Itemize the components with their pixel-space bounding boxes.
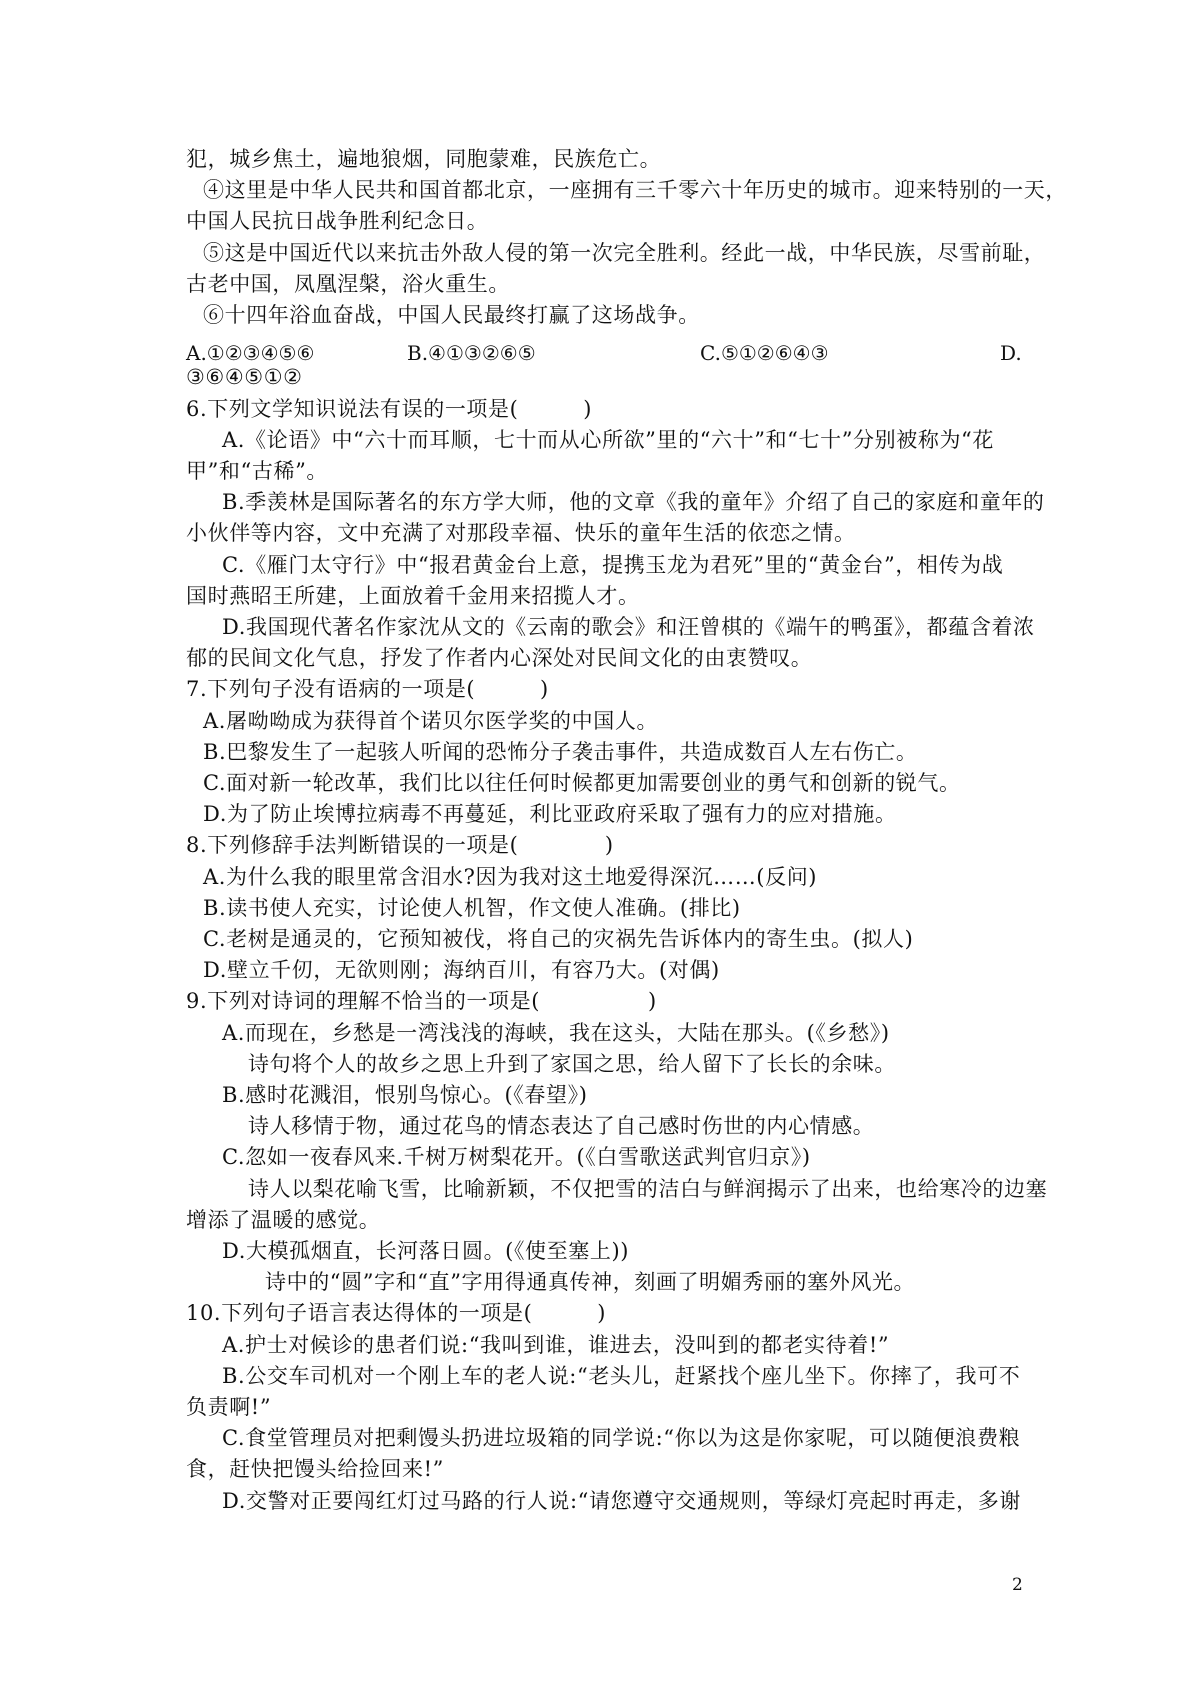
text-line: A.屠呦呦成为获得首个诺贝尔医学奖的中国人。 bbox=[203, 709, 659, 733]
text-line: 负责啊!” bbox=[186, 1395, 272, 1419]
text-line: C.《雁门太守行》中“报君黄金台上意，提携玉龙为君死”里的“黄金台”，相传为战 bbox=[222, 553, 1004, 577]
option-b: B.④①③②⑥⑤ bbox=[407, 341, 536, 365]
text-line: 小伙伴等内容，文中充满了对那段幸福、快乐的童年生活的依恋之情。 bbox=[186, 521, 856, 545]
text-line: B.读书使人充实，讨论使人机智，作文使人准确。(排比) bbox=[203, 896, 741, 920]
text-line: 诗人以梨花喻飞雪，比喻新颖，不仅把雪的洁白与鲜润揭示了出来，也给寒冷的边塞 bbox=[248, 1177, 1048, 1201]
text-line: D.为了防止埃博拉病毒不再蔓延，利比亚政府采取了强有力的应对措施。 bbox=[203, 802, 897, 826]
text-line: B.季羡林是国际著名的东方学大师，他的文章《我的童年》介绍了自己的家庭和童年的 bbox=[222, 490, 1045, 514]
text-line: ⑤这是中国近代以来抗击外敌人侵的第一次完全胜利。经此一战，中华民族，尽雪前耻， bbox=[203, 241, 1046, 265]
option-c: C.⑤①②⑥④③ bbox=[700, 341, 829, 365]
text-line: 诗句将个人的故乡之思上升到了家国之思，给人留下了长长的余味。 bbox=[248, 1052, 896, 1076]
text-line: 国时燕昭王所建，上面放着千金用来招揽人才。 bbox=[186, 584, 640, 608]
text-line: 甲”和“古稀”。 bbox=[186, 459, 329, 483]
text-line: C.忽如一夜春风来.千树万树梨花开。(《白雪歌送武判官归京》) bbox=[222, 1145, 811, 1169]
text-line: 犯，城乡焦土，遍地狼烟，同胞蒙难，民族危亡。 bbox=[186, 147, 662, 171]
text-line: ④这里是中华人民共和国首都北京，一座拥有三千零六十年历史的城市。迎来特别的一天， bbox=[203, 178, 1067, 202]
text-line: 10.下列句子语言表达得体的一项是( ) bbox=[186, 1301, 606, 1325]
text-line: 食，赶快把馒头给捡回来!” bbox=[186, 1457, 444, 1481]
text-line: 9.下列对诗词的理解不恰当的一项是( ) bbox=[186, 989, 657, 1013]
option-d: D. bbox=[1000, 341, 1022, 365]
option-a: A.①②③④⑤⑥ bbox=[186, 341, 315, 365]
text-line: B.公交车司机对一个刚上车的老人说:“老头儿，赶紧找个座儿坐下。你摔了，我可不 bbox=[222, 1364, 1021, 1388]
text-line: D.大模孤烟直，长河落日圆。(《使至塞上)) bbox=[222, 1239, 630, 1263]
text-line: B.巴黎发生了一起骇人听闻的恐怖分子袭击事件，共造成数百人左右伤亡。 bbox=[203, 740, 918, 764]
text-line: A.《论语》中“六十而耳顺，七十而从心所欲”里的“六十”和“七十”分别被称为“花 bbox=[222, 428, 994, 452]
text-line: A.护士对候诊的患者们说:“我叫到谁，谁进去，没叫到的都老实待着!” bbox=[222, 1333, 890, 1357]
text-line: D.壁立千仞，无欲则刚；海纳百川，有容乃大。(对偶) bbox=[203, 958, 720, 982]
page-number: 2 bbox=[1012, 1575, 1023, 1595]
text-line: 中国人民抗日战争胜利纪念日。 bbox=[186, 209, 489, 233]
text-line: C.面对新一轮改革，我们比以往任何时候都更加需要创业的勇气和创新的锐气。 bbox=[203, 771, 961, 795]
text-line: 7.下列句子没有语病的一项是( ) bbox=[186, 677, 549, 701]
text-line: B.感时花溅泪，恨别鸟惊心。(《春望》) bbox=[222, 1083, 588, 1107]
text-line: 郁的民间文化气息，抒发了作者内心深处对民间文化的由衷赞叹。 bbox=[186, 646, 813, 670]
text-line: 古老中国，凤凰涅槃，浴火重生。 bbox=[186, 272, 510, 296]
text-line: ⑥十四年浴血奋战，中国人民最终打赢了这场战争。 bbox=[203, 303, 700, 327]
text-line: ③⑥④⑤①② bbox=[186, 365, 303, 389]
text-line: 8.下列修辞手法判断错误的一项是( ) bbox=[186, 833, 614, 857]
text-line: 诗人移情于物，通过花鸟的情态表达了自己感时伤世的内心情感。 bbox=[248, 1114, 875, 1138]
text-line: D.我国现代著名作家沈从文的《云南的歌会》和汪曾棋的《端午的鸭蛋》，都蕴含着浓 bbox=[222, 615, 1035, 639]
text-line: 诗中的“圆”字和“直”字用得通真传神，刻画了明媚秀丽的塞外风光。 bbox=[265, 1270, 916, 1294]
text-line: C.老树是通灵的，它预知被伐，将自己的灾祸先告诉体内的寄生虫。(拟人) bbox=[203, 927, 914, 951]
text-line: D.交警对正要闯红灯过马路的行人说:“请您遵守交通规则，等绿灯亮起时再走，多谢 bbox=[222, 1489, 1021, 1513]
text-line: 6.下列文学知识说法有误的一项是( ) bbox=[186, 397, 593, 421]
text-line: A.而现在，乡愁是一湾浅浅的海峡，我在这头，大陆在那头。(《乡愁》) bbox=[222, 1021, 890, 1045]
text-line: A.为什么我的眼里常含泪水?因为我对这土地爱得深沉……(反问) bbox=[203, 865, 818, 889]
text-line: C.食堂管理员对把剩馒头扔进垃圾箱的同学说:“你以为这是你家呢，可以随便浪费粮 bbox=[222, 1426, 1021, 1450]
text-line: 增添了温暖的感觉。 bbox=[186, 1208, 381, 1232]
